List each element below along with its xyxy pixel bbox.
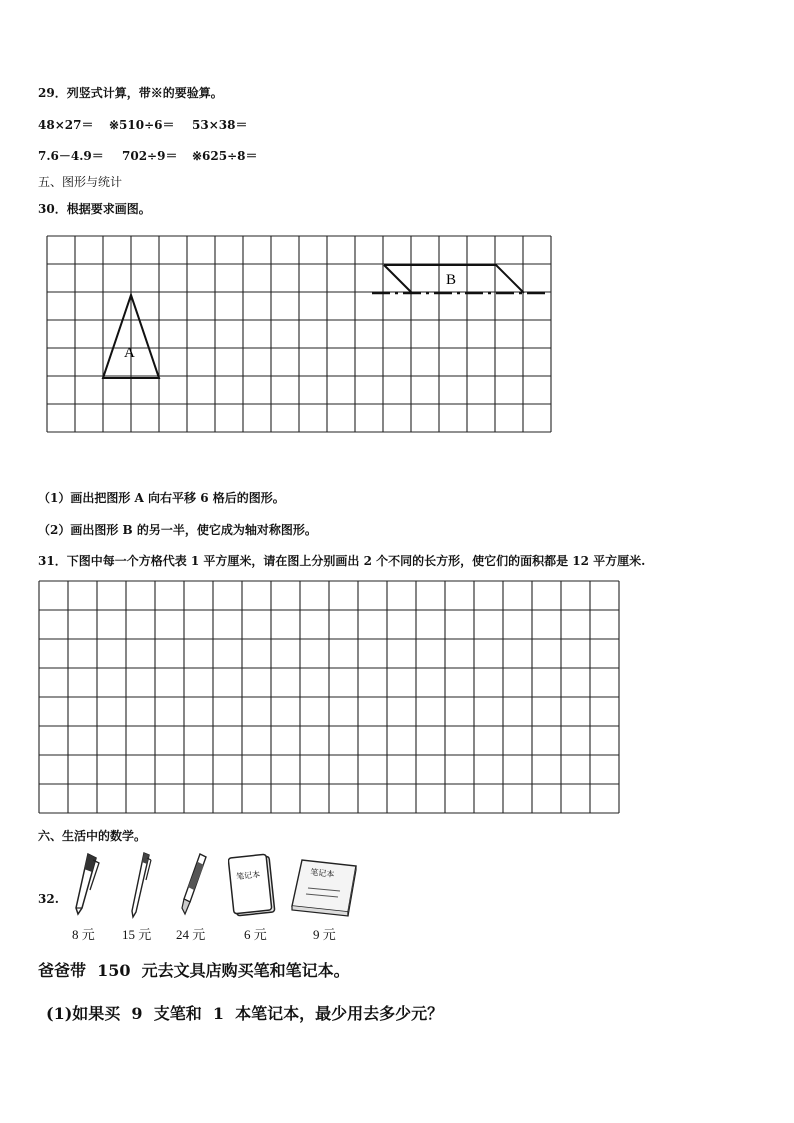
q29-expr-1: 48×27＝: [38, 118, 94, 132]
ballpoint-pen-icon: [120, 850, 160, 920]
price-pen: 8 元: [72, 927, 95, 942]
q29-expr-5: 702÷9＝: [122, 149, 178, 163]
q32-question-1: (1)如果买 9 支笔和 1 本笔记本，最少用去多少元？: [46, 1004, 444, 1023]
notebook-icon: [228, 852, 278, 920]
notebook-icon: [288, 856, 360, 918]
shape-a-label: A: [124, 345, 135, 361]
q29-expr-6: ※625÷8＝: [192, 149, 258, 163]
price-small-notebook: 6 元: [244, 927, 267, 942]
q29-expr-4: 7.6－4.9＝: [38, 149, 104, 163]
section-5-heading: 五、图形与统计: [38, 175, 123, 189]
price-fountain-pen: 24 元: [176, 927, 206, 942]
notebook-cover-label: 笔记本: [309, 867, 335, 880]
notebook-cover-label: 笔记本: [235, 869, 261, 882]
pen-icon: [66, 850, 106, 920]
q29-title: 29．列竖式计算，带※的要验算。: [38, 86, 223, 100]
q29-expr-3: 53×38＝: [192, 118, 248, 132]
q31-grid: [37, 579, 621, 825]
fountain-pen-icon: [172, 850, 212, 920]
q30-title: 30．根据要求画图。: [38, 202, 151, 216]
price-ballpoint-pen: 15 元: [122, 927, 152, 942]
q30-grid: [44, 233, 556, 439]
q31-title: 31．下图中每一个方格代表 1 平方厘米，请在图上分别画出 2 个不同的长方形，使它们的面积都是 12 平方厘米.: [38, 554, 646, 568]
q32-statement: 爸爸带 150 元去文具店购买笔和笔记本。: [38, 961, 350, 980]
q29-expr-2: ※510÷6＝: [109, 118, 175, 132]
q30-item-2: （2）画出图形 B 的另一半，使它成为轴对称图形。: [38, 523, 317, 537]
shape-b-label: B: [446, 272, 457, 288]
q30-item-1: （1）画出把图形 A 向右平移 6 格后的图形。: [38, 491, 285, 505]
q32-number: 32.: [38, 892, 59, 906]
price-large-notebook: 9 元: [313, 927, 336, 942]
section-6-heading: 六、生活中的数学。: [38, 829, 147, 843]
shape-b-half: [384, 265, 412, 293]
